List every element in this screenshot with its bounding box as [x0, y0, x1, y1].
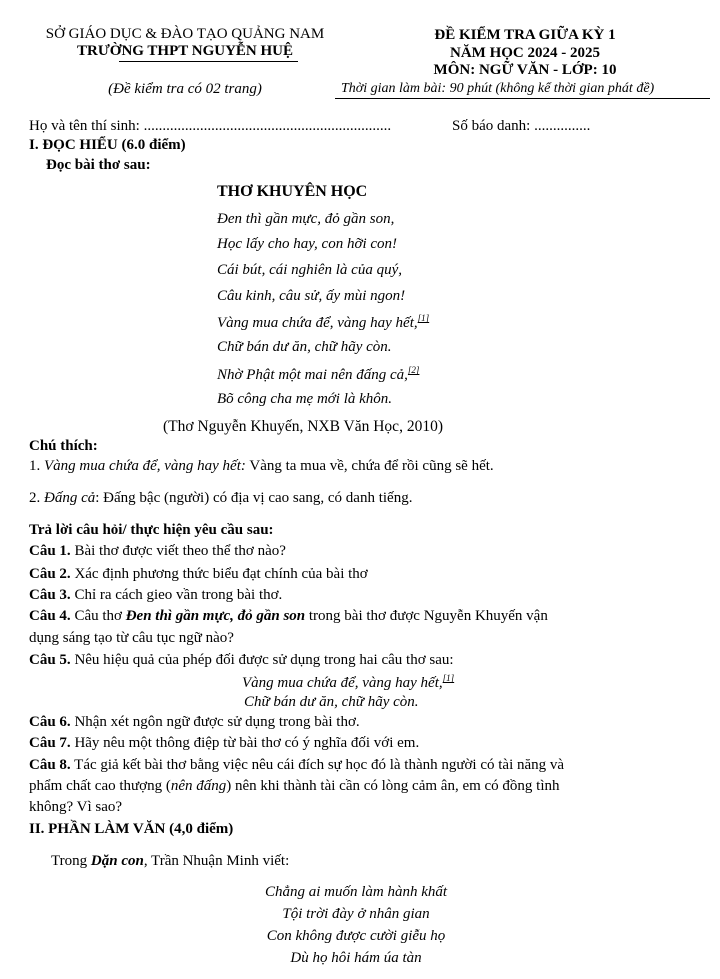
pages-note: (Đề kiểm tra có 02 trang) [108, 81, 262, 97]
question-label: Câu 2. [29, 566, 71, 582]
question-4 [29, 608, 548, 625]
quoted-verse: Đen thì gần mực, đỏ gần son [125, 608, 306, 624]
note-text: : Đấng bậc (người) có địa vị cao sang, có danh tiếng. [95, 490, 413, 506]
poem-line-text: Nhờ Phật một mai nên đấng cả, [217, 367, 408, 383]
question-2 [29, 566, 368, 583]
school-year: NĂM HỌC 2024 - 2025 [450, 45, 600, 61]
poem-line: Đen thì gần mực, đỏ gần son, [217, 211, 395, 227]
footnote-ref-1: [1] [442, 673, 455, 683]
question-label: Câu 7. [29, 735, 71, 751]
exam-title: ĐỀ KIỂM TRA GIỮA KỲ 1 [434, 27, 616, 43]
poem-source: (Thơ Nguyễn Khuyến, NXB Văn Học, 2010) [163, 418, 443, 435]
question-1 [29, 543, 286, 560]
time-note: Thời gian làm bài: 90 phút (không kể thời gian phát đề) [341, 81, 655, 96]
question-3 [29, 587, 282, 604]
note-term: Đấng cả [44, 490, 96, 506]
question-text: Nhận xét ngôn ngữ được sử dụng trong bài thơ. [70, 714, 360, 730]
poem-line [217, 313, 429, 332]
note-text: Vàng ta mua về, chứa để rồi cũng sẽ hết. [245, 458, 494, 474]
question-7 [29, 735, 419, 752]
work-title: Dặn con [90, 853, 144, 869]
question-8 [29, 757, 564, 774]
question-label: Câu 1. [29, 543, 71, 559]
section2-title: II. PHẦN LÀM VĂN (4,0 điểm) [29, 821, 234, 837]
question-label: Câu 6. [29, 714, 71, 730]
subject: MÔN: NGỮ VĂN - LỚP: 10 [433, 62, 617, 78]
poem2-line: Chẳng ai muốn làm hành khất [264, 884, 448, 900]
poem-line: Học lấy cho hay, con hỡi con! [217, 236, 398, 252]
poem-line: Cái bút, cái nghiên là của quý, [217, 262, 402, 278]
department-name: SỞ GIÁO DỤC & ĐÀO TẠO QUẢNG NAM [45, 26, 325, 42]
question-text: trong bài thơ được Nguyễn Khuyến vận [305, 608, 548, 624]
poem2-line: Dù họ hôi hám úa tàn [290, 950, 422, 966]
question-text: Xác định phương thức biểu đạt chính của bài thơ [70, 566, 368, 582]
question-8-cont: không? Vì sao? [29, 799, 123, 815]
quoted-verse-1: Vàng mua chứa để, vàng hay hết,[1] [242, 673, 455, 691]
section2-intro: Trong Dặn con, Trần Nhuận Minh viết: [51, 853, 290, 869]
answer-prompt: Trả lời câu hỏi/ thực hiện yêu cầu sau: [29, 522, 274, 538]
footnote-ref-2: [2] [407, 365, 420, 375]
note-number: 2. [29, 490, 41, 506]
student-name-field: Họ và tên thí sinh: .................................................................. [29, 118, 392, 134]
question-4-cont: dụng sáng tạo từ câu tục ngữ nào? [29, 630, 234, 646]
question-text: Bài thơ được viết theo thể thơ nào? [70, 543, 286, 559]
poem-line: Bõ công cha mẹ mới là khôn. [217, 391, 393, 407]
question-text: Câu thơ [70, 608, 126, 624]
poem-line: Chữ bán dư ăn, chữ hãy còn. [217, 339, 392, 355]
poem2-line: Tội trời đày ở nhân gian [282, 906, 430, 922]
school-underline [119, 61, 298, 62]
question-label: Câu 8. [29, 757, 71, 773]
section1-title: I. ĐỌC HIỂU (6.0 điểm) [29, 137, 186, 153]
question-text: Chỉ ra cách gieo vần trong bài thơ. [70, 587, 283, 603]
question-label: Câu 4. [29, 608, 71, 624]
poem-line [217, 365, 419, 384]
question-label: Câu 5. [29, 652, 71, 668]
candidate-number-field: Số báo danh: ............... [452, 118, 591, 134]
notes-title: Chú thích: [29, 438, 98, 454]
quoted-phrase: nên đấng [170, 778, 227, 794]
note-1 [29, 458, 494, 475]
poem2-line: Con không được cười giễu họ [266, 928, 446, 944]
poem-line-text: Vàng mua chứa để, vàng hay hết, [217, 315, 418, 331]
quoted-verse-2: Chữ bán dư ăn, chữ hãy còn. [244, 694, 419, 710]
poem-title: THƠ KHUYÊN HỌC [217, 183, 368, 200]
school-name: TRƯỜNG THPT NGUYỄN HUỆ [77, 43, 293, 59]
question-8-cont: phẩm chất cao thượng (nên đấng) nên khi thành tài cần có lòng cảm ân, em có đồng tình [29, 778, 560, 794]
question-5 [29, 652, 454, 669]
question-text: Nêu hiệu quả của phép đối được sử dụng trong hai câu thơ sau: [70, 652, 454, 668]
footnote-ref-1: [1] [417, 313, 430, 323]
note-number: 1. [29, 458, 41, 474]
question-text: Hãy nêu một thông điệp từ bài thơ có ý nghĩa đối với em. [70, 735, 420, 751]
question-label: Câu 3. [29, 587, 71, 603]
note-term: Vàng mua chứa để, vàng hay hết: [44, 458, 246, 474]
note-2 [29, 490, 412, 507]
poem-line: Câu kinh, câu sử, ấy mùi ngon! [217, 288, 406, 304]
section1-instruction: Đọc bài thơ sau: [46, 157, 151, 173]
question-text: Tác giả kết bài thơ bằng việc nêu cái đích sự học đó là thành người có tài năng và [70, 757, 565, 773]
header-divider [335, 98, 710, 99]
question-6 [29, 714, 360, 731]
